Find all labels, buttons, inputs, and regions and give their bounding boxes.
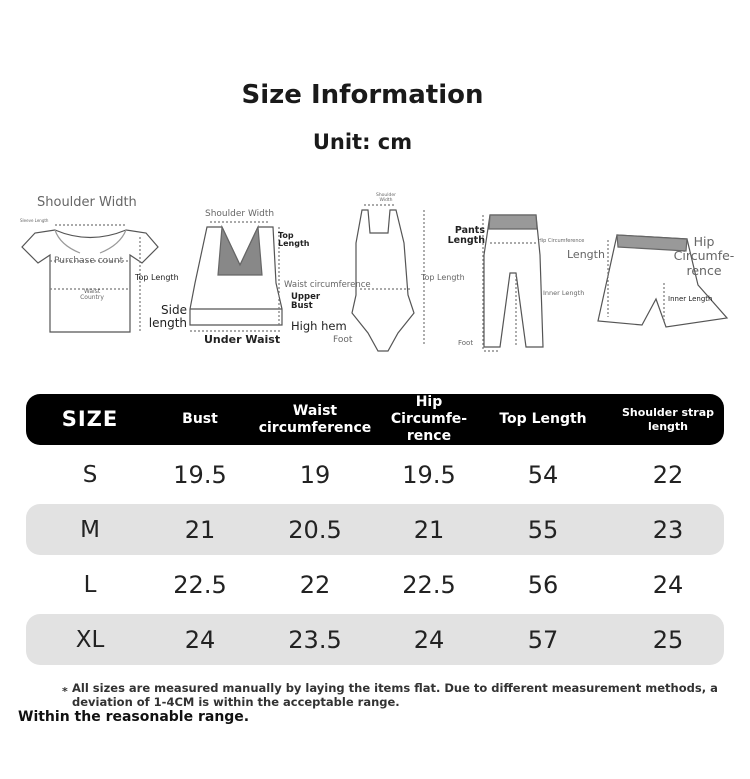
pants-length-label: Pants Length	[447, 225, 485, 246]
pants-hip-label: Hip Circumference	[538, 238, 585, 244]
size-table	[26, 394, 724, 665]
table-header	[26, 394, 724, 445]
tank-under-waist-label: Under Waist	[204, 333, 281, 346]
top-length-cell: 55	[527, 515, 559, 544]
skirt-hip-label: Hip Circumfe-rence	[673, 234, 735, 278]
tshirt-side-length-label: Side length	[148, 303, 187, 330]
table-row	[26, 559, 724, 610]
header-bust: Bust	[182, 411, 218, 428]
bodysuit-shoulder-label: Shoulder Width	[375, 193, 397, 203]
skirt-length-label: Length	[567, 248, 605, 261]
hip-cell: 21	[413, 515, 445, 544]
tshirt-top-length-label: Top Length	[135, 273, 179, 282]
footnote-text: All sizes are measured manually by laying the items flat. Due to different measurement methods, a deviation of 1-4CM is within the acceptable range.	[72, 681, 718, 710]
shoulder-strap-cell: 25	[652, 625, 684, 654]
header-shoulder-strap: Shoulder strap length	[621, 406, 715, 433]
hip-cell: 19.5	[402, 460, 456, 489]
bodysuit-foot-label: Foot	[333, 335, 353, 345]
tank-upper-bust-label: Upper Bust	[291, 292, 321, 311]
tank-waist-label: Waist circumference	[284, 280, 371, 290]
pants-inner-length-label: Inner Length	[543, 289, 585, 297]
table-row	[26, 449, 724, 500]
size-cell: S	[82, 461, 98, 488]
top-length-cell: 56	[527, 570, 559, 599]
tank-shoulder-label: Shoulder Width	[205, 209, 275, 219]
tshirt-sleeve-label: Sleeve Length	[20, 218, 49, 223]
hip-cell: 22.5	[402, 570, 456, 599]
garment-illustrations	[0, 185, 750, 360]
bust-cell: 19.5	[173, 460, 227, 489]
header-waist: Waist circumference	[258, 402, 372, 436]
bust-cell: 22.5	[173, 570, 227, 599]
skirt-inner-length-label: Inner Length	[668, 295, 713, 303]
unit-label: Unit: cm	[312, 130, 413, 154]
top-length-cell: 54	[527, 460, 559, 489]
tank-illustration	[190, 227, 282, 325]
garment-diagrams	[0, 185, 750, 360]
table-row	[26, 614, 724, 665]
waist-cell: 20.5	[288, 515, 342, 544]
waist-cell: 22	[299, 570, 331, 599]
header-size: SIZE	[61, 406, 119, 431]
size-cell: L	[83, 571, 97, 598]
reasonable-range-note: Within the reasonable range.	[18, 709, 250, 725]
waist-cell: 23.5	[288, 625, 342, 654]
tank-high-hem-label: High hem	[291, 319, 347, 333]
tshirt-waist-label: Waist Country	[80, 288, 104, 302]
pants-illustration	[484, 215, 543, 347]
pants-foot-label: Foot	[458, 339, 474, 347]
bodysuit-top-length-label: Top Length	[421, 273, 465, 282]
waist-cell: 19	[299, 460, 331, 489]
size-cell: M	[80, 516, 100, 543]
measurement-footnote	[62, 681, 742, 709]
shoulder-strap-cell: 23	[652, 515, 684, 544]
footnote-star: *	[62, 685, 68, 698]
size-cell: XL	[75, 626, 105, 653]
tshirt-purchase-label: Purchase count	[54, 256, 124, 266]
page-title: Size Information	[241, 80, 484, 110]
shoulder-strap-cell: 24	[652, 570, 684, 599]
top-length-cell: 57	[527, 625, 559, 654]
shoulder-strap-cell: 22	[652, 460, 684, 489]
header-top-length: Top Length	[499, 411, 587, 428]
header-hip: Hip Circumfe-rence	[390, 394, 468, 444]
tshirt-shoulder-label: Shoulder Width	[37, 195, 137, 210]
bust-cell: 21	[184, 515, 216, 544]
table-row	[26, 504, 724, 555]
tank-top-length-label: Top Length	[278, 231, 310, 249]
bust-cell: 24	[184, 625, 216, 654]
hip-cell: 24	[413, 625, 445, 654]
